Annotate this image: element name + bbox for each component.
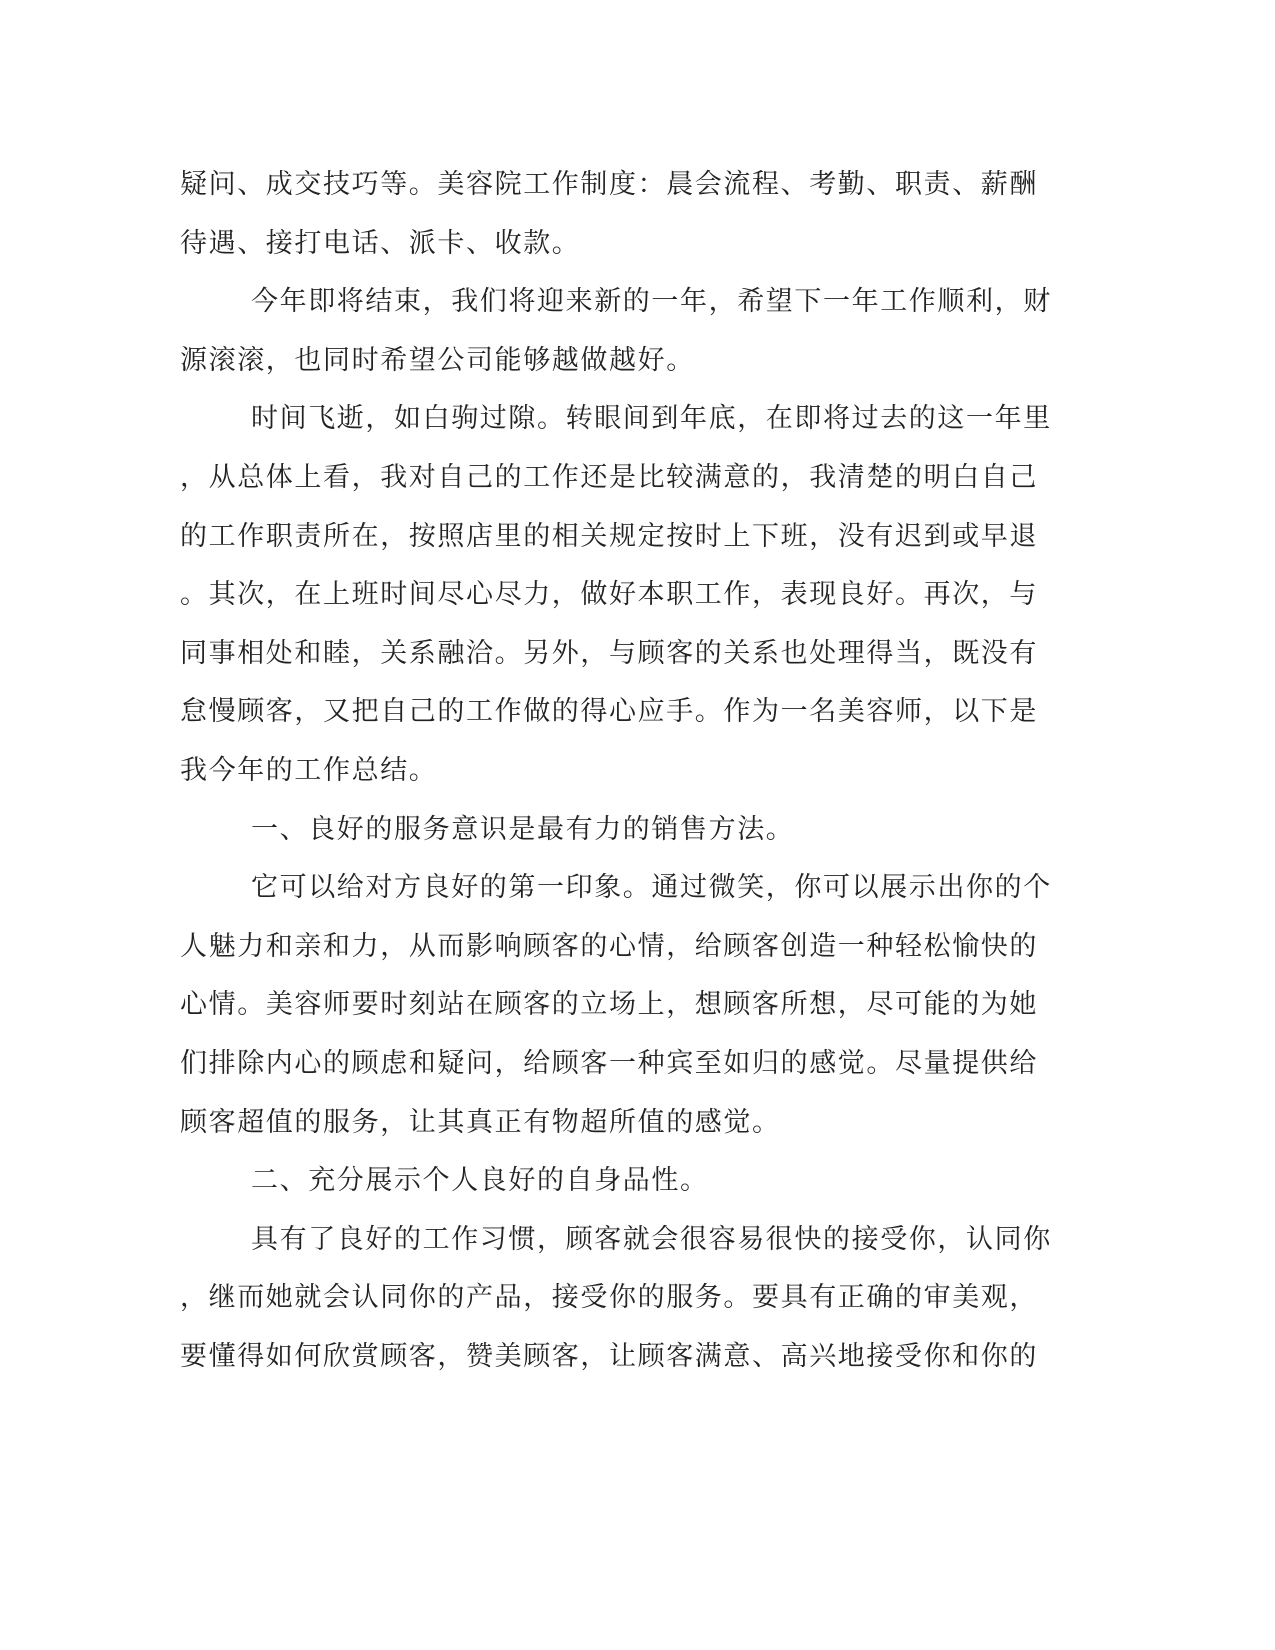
text-line: 源滚滚，也同时希望公司能够越做越好。 [180,344,695,376]
text-line: 待遇、接打电话、派卡、收款。 [180,227,581,259]
text-line: 疑问、成交技巧等。美容院工作制度：晨会流程、考勤、职责、薪酬 [180,169,1038,200]
text-line: 们排除内心的顾虑和疑问，给顾客一种宾至如归的感觉。尽量提供给 [180,1047,1038,1079]
text-line: 它可以给对方良好的第一印象。通过微笑，你可以展示出你的个 [251,872,1052,904]
text-line: 的工作职责所在，按照店里的相关规定按时上下班，没有迟到或早退 [180,520,1038,552]
text-line: 要懂得如何欣赏顾客，赞美顾客，让顾客满意、高兴地接受你和你的 [180,1340,1038,1372]
text-line: 我今年的工作总结。 [180,754,438,786]
section-heading: 二、充分展示个人良好的自身品性。 [251,1165,709,1197]
text-line: 具有了良好的工作习惯，顾客就会很容易很快的接受你，认同你 [251,1223,1052,1255]
document-body [180,156,1052,1386]
text-line: 心情。美容师要时刻站在顾客的立场上，想顾客所想，尽可能的为她 [180,989,1038,1021]
text-line: 。其次，在上班时间尽心尽力，做好本职工作，表现良好。再次，与 [180,579,1038,611]
text-line: 同事相处和睦，关系融洽。另外，与顾客的关系也处理得当，既没有 [180,637,1038,669]
text-line: 人魅力和亲和力，从而影响顾客的心情，给顾客创造一种轻松愉快的 [180,930,1038,962]
text-line: ，继而她就会认同你的产品，接受你的服务。要具有正确的审美观， [180,1282,1038,1314]
text-line: 时间飞逝，如白驹过隙。转眼间到年底，在即将过去的这一年里 [251,403,1052,435]
section-heading: 一、良好的服务意识是最有力的销售方法。 [251,813,795,845]
text-line: ，从总体上看，我对自己的工作还是比较满意的，我清楚的明白自己 [180,461,1038,493]
text-line: 怠慢顾客，又把自己的工作做的得心应手。作为一名美容师，以下是 [180,696,1038,728]
text-line: 今年即将结束，我们将迎来新的一年，希望下一年工作顺利，财 [251,286,1052,318]
text-line: 顾客超值的服务，让其真正有物超所值的感觉。 [180,1106,781,1138]
